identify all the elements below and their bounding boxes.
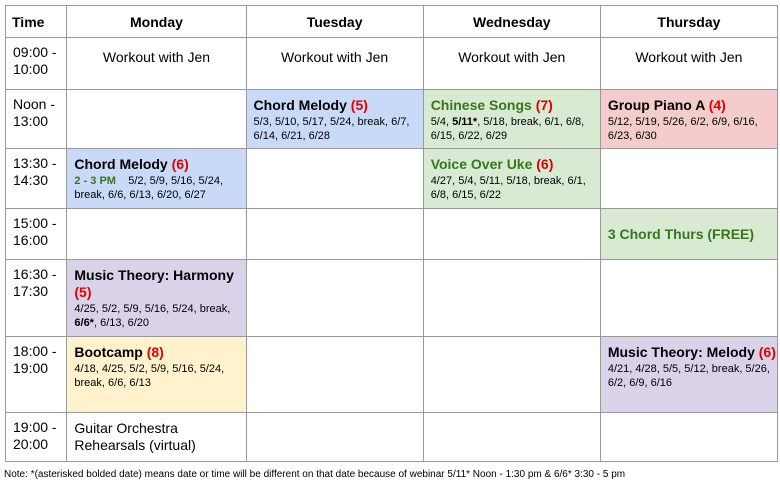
class-chord-melody-mon <box>67 149 246 209</box>
class-count: (8) <box>146 344 164 360</box>
header-monday: Monday <box>67 6 246 38</box>
class-chinese-songs-wed <box>423 90 600 149</box>
class-title: 3 Chord Thurs (FREE) <box>607 225 755 242</box>
class-count: (7) <box>535 97 553 113</box>
class-dates <box>74 174 245 202</box>
class-dates: 4/21, 4/28, 5/5, 5/12, break, 5/26, 6/2, 6/9, 6/16 <box>607 363 770 389</box>
class-count: (5) <box>74 284 92 300</box>
class-dates <box>431 115 600 143</box>
class-count: (4) <box>708 97 726 113</box>
class-voice-over-uke-wed <box>423 149 600 209</box>
header-wednesday: Wednesday <box>423 6 600 38</box>
class-dates: 4/18, 4/25, 5/2, 5/9, 5/16, 5/24, break, 6/6, 6/13 <box>74 363 225 389</box>
class-chord-melody-tue <box>246 90 423 149</box>
row-1330 <box>6 149 778 209</box>
empty-cell <box>600 149 777 209</box>
class-title: Bootcamp <box>74 344 143 360</box>
header-row <box>6 6 778 38</box>
class-title: Voice Over Uke <box>430 156 533 172</box>
header-thursday: Thursday <box>600 6 777 38</box>
dates-part: , 6/13, 6/20 <box>93 317 150 329</box>
alt-time: 2 - 3 PM <box>74 175 116 187</box>
time-cell: 19:00 - 20:00 <box>6 413 67 462</box>
dates-part: , 5/18, break, 6/1, 6/8, 6/15, 6/22, 6/29 <box>430 116 585 142</box>
time-cell: 13:30 - 14:30 <box>6 149 67 209</box>
row-1900 <box>6 413 778 462</box>
dates-bold: 6/6* <box>74 317 94 329</box>
row-1800 <box>6 337 778 413</box>
class-dates: 4/27, 5/4, 5/11, 5/18, break, 6/1, 6/8, 6/15, 6/22 <box>430 175 586 201</box>
class-title: Guitar Orchestra Rehearsals (virtual) <box>74 420 196 453</box>
header-time: Time <box>6 6 67 38</box>
class-dates: 5/3, 5/10, 5/17, 5/24, break, 6/7, 6/14, 6/21, 6/28 <box>253 116 410 142</box>
empty-cell <box>246 337 423 413</box>
header-tuesday: Tuesday <box>246 6 423 38</box>
dates-part: 5/4, <box>430 116 453 128</box>
class-title: Group Piano A <box>607 97 705 113</box>
row-1630 <box>6 260 778 337</box>
class-title: Chinese Songs <box>430 97 532 113</box>
empty-cell <box>246 260 423 337</box>
dates-part: 5/2, 5/9, 5/16, 5/24, break, 6/6, 6/13, 6/20, 6/27 <box>74 175 223 201</box>
class-count: (5) <box>350 97 368 113</box>
class-count: (6) <box>171 156 189 172</box>
row-1500 <box>6 209 778 260</box>
empty-cell <box>423 209 600 260</box>
class-count: (6) <box>536 156 554 172</box>
workout-tuesday: Workout with Jen <box>246 38 423 90</box>
empty-cell <box>600 260 777 337</box>
footnote: Note: *(asterisked bolded date) means date or time will be different on that date because of webinar 5/11* Noon - 1:30 pm & 6/6* 3:30 - 5 pm <box>4 469 626 480</box>
schedule-table <box>5 5 778 462</box>
time-cell: 16:30 - 17:30 <box>6 260 67 337</box>
empty-cell <box>67 209 246 260</box>
workout-thursday: Workout with Jen <box>600 38 777 90</box>
class-title: Music Theory: Melody <box>607 344 755 360</box>
class-dates <box>74 302 245 330</box>
class-count: (6) <box>758 344 776 360</box>
class-title: Music Theory: Harmony <box>74 267 234 283</box>
class-title: Chord Melody <box>74 156 168 172</box>
class-guitar-orchestra-mon <box>67 413 246 462</box>
class-music-theory-melody-thu <box>600 337 777 413</box>
row-noon <box>6 90 778 149</box>
time-cell: 18:00 - 19:00 <box>6 337 67 413</box>
class-title: Chord Melody <box>253 97 347 113</box>
empty-cell <box>423 337 600 413</box>
time-cell: 15:00 - 16:00 <box>6 209 67 260</box>
empty-cell <box>600 413 777 462</box>
empty-cell <box>423 260 600 337</box>
empty-cell <box>246 149 423 209</box>
dates-part: 4/25, 5/2, 5/9, 5/16, 5/24, break, <box>74 303 231 315</box>
empty-cell <box>246 209 423 260</box>
class-dates: 5/12, 5/19, 5/26, 6/2, 6/9, 6/16, 6/23, 6/30 <box>607 116 758 142</box>
workout-monday: Workout with Jen <box>67 38 246 90</box>
class-bootcamp-mon <box>67 337 246 413</box>
time-cell: 09:00 - 10:00 <box>6 38 67 90</box>
time-cell: Noon - 13:00 <box>6 90 67 149</box>
empty-cell <box>246 413 423 462</box>
workout-wednesday: Workout with Jen <box>423 38 600 90</box>
class-music-theory-harmony-mon <box>67 260 246 337</box>
empty-cell <box>423 413 600 462</box>
class-3-chord-thurs <box>600 209 777 260</box>
empty-cell <box>67 90 246 149</box>
row-0900 <box>6 38 778 90</box>
dates-bold: 5/11* <box>452 116 478 128</box>
class-group-piano-thu <box>600 90 777 149</box>
